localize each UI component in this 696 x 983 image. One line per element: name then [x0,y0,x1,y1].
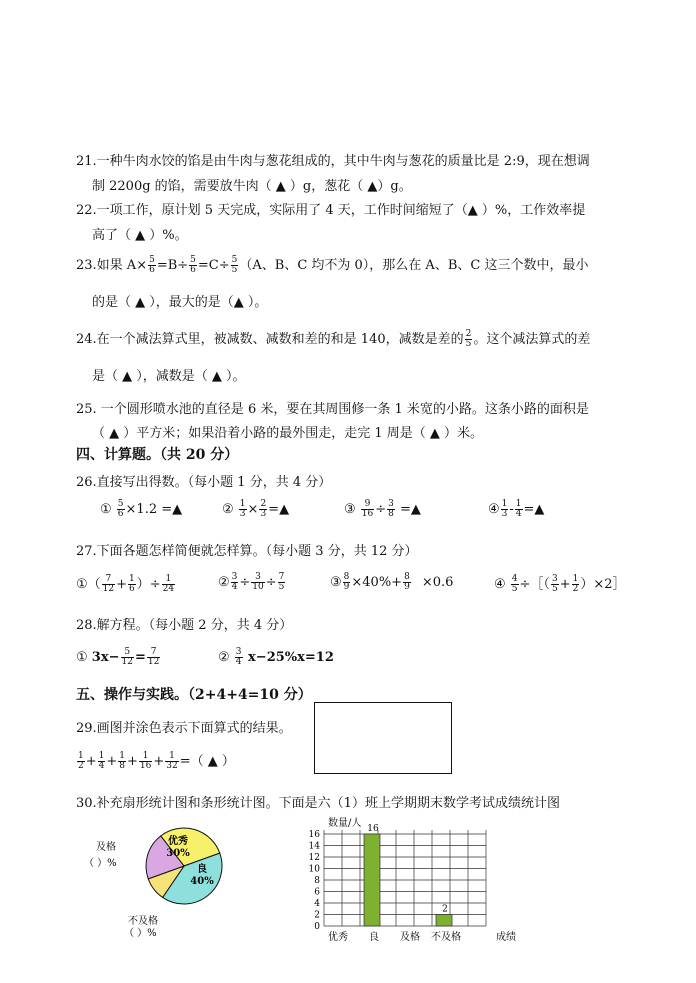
q23-frac3: $\frac{5}{5}$ [231,255,238,275]
q23-mid1: =B÷ [156,258,189,273]
q26-title: 26.直接写出得数。（每小题 1 分，共 4 分） [76,475,332,490]
q25-line1: 25. 一个圆形喷水池的直径是 6 米，要在其周围修一条 1 米宽的小路。这条小路的面积是 [76,402,589,417]
q24-line2: 是（ ▲ ），减数是（ ▲ ）。 [92,369,246,384]
y-tick-label: 2 [314,910,320,921]
section-4-heading: 四、计算题。（共 20 分） [76,447,239,463]
section-5-heading: 五、操作与实践。（2+4+4=10 分） [76,687,312,703]
pie-value: 40% [190,876,214,887]
y-tick-label: 4 [314,899,320,909]
y-axis-label: 数量/人 [328,818,362,829]
q24-line1 [76,328,590,349]
q26-c: ③ $\frac{9}{16}$ ÷ $\frac{3}{8}$ =▲ [344,499,421,519]
q26-d: ④ $\frac{1}{3}$ - $\frac{1}{4}$ =▲ [488,499,545,519]
x-tick-label: 及格 [400,932,420,943]
bar [436,915,452,927]
x-tick-label: 优秀 [328,932,348,943]
q27-c: ③ $\frac{8}{9}$ ×40%+ $\frac{8}{9}$ ×0.6 [330,572,454,592]
bar [364,834,380,926]
q28-title: 28.解方程。（每小题 2 分，共 4 分） [76,618,293,633]
q25-line2: （ ▲ ）平方米；如果沿着小路的最外围走，走完 1 周是（ ▲ ）米。 [92,426,484,441]
y-tick-label: 10 [308,864,320,875]
q27-a: ①（ $\frac{7}{12}$ + $\frac{1}{6}$ ）÷ $\frac{1}{24}$ [76,574,175,594]
y-tick-label: 12 [308,853,320,863]
pie-label: 优秀 [168,836,188,847]
q26-b: ② $\frac{1}{3}$ × $\frac{2}{3}$ =▲ [222,499,290,519]
q24-frac: $\frac{2}{5}$ [465,329,472,349]
pie-label: 良 [197,864,207,875]
pie-value: （ ）% [124,928,157,939]
pie-label: 及格 [96,842,116,853]
q22-line1: 22.一项工作，原计划 5 天完成，实际用了 4 天，工作时间缩短了（▲ ）%，工作效率提 [76,203,586,218]
x-tick-label: 不及格 [431,932,461,943]
q22-line2: 高了（ ▲ ）%。 [92,228,188,243]
q27-d: ④ $\frac{4}{5}$ ÷［（ $\frac{3}{5}$ + $\frac{1}{2}$ ）×2］ [494,574,626,594]
x-tick-label: 良 [369,932,379,943]
q23-mid2: =C÷ [197,258,230,273]
x-axis-label: 成绩 [496,932,516,943]
q27-b: ② $\frac{3}{4}$ ÷ $\frac{3}{10}$ ÷ $\frac{7}{5}$ [218,572,285,592]
q27-title: 27.下面各题怎样简便就怎样算。（每小题 3 分，共 12 分） [76,544,418,559]
q26-a: ① $\frac{5}{6}$ ×1.2 =▲ [100,499,183,519]
pie-value: （ ）% [84,858,117,869]
q23-suffix: （A、B、C 均不为 0），那么在 A、B、C 这三个数中，最小 [239,258,589,273]
q28-b: ② $\frac{3}{4}$ x−25%x=12 [218,647,334,667]
y-tick-label: 0 [314,922,320,932]
q29-title: 29.画图并涂色表示下面算式的结果。 [76,721,292,736]
q24-prefix: 24.在一个减法算式里，被减数、减数和差的和是 140，减数是差的 [76,332,464,347]
y-tick-label: 14 [308,841,320,852]
q24-suffix: 。这个减法算式的差 [473,332,591,347]
q23-frac1: $\frac{5}{6}$ [149,255,155,275]
y-tick-label: 8 [314,876,320,886]
q29-expression: $\frac{1}{2}$ + $\frac{1}{4}$ + $\frac{1}{8}$ + $\frac{1}{16}$ + $\frac{1}{32}$ =（ ▲ ） [78,751,235,771]
data-label: 16 [367,824,379,834]
pie-value: 30% [166,848,190,859]
q23-prefix: 23.如果 A× [76,258,148,273]
pie-chart [80,816,260,940]
q29-drawing-box[interactable] [314,702,452,774]
y-tick-label: 16 [308,830,320,840]
pie-label: 不及格 [128,916,158,927]
q23-frac2: $\frac{5}{6}$ [190,255,196,275]
q28-a: ① 3x− $\frac{5}{12}$ = $\frac{7}{12}$ [76,647,160,667]
bar-chart [296,814,536,946]
q21-line2: 制 2200g 的馅，需要放牛肉（ ▲ ）g，葱花（ ▲）g。 [92,179,412,194]
q23-line2: 的是（ ▲ ），最大的是（▲ ）。 [92,295,268,310]
y-tick-label: 6 [314,887,320,898]
q21-line1: 21.一种牛肉水饺的馅是由牛肉与葱花组成的，其中牛肉与葱花的质量比是 2:9，现在想调 [76,154,590,169]
q23-line1 [76,254,588,275]
q30-title: 30.补充扇形统计图和条形统计图。下面是六（1）班上学期期末数学考试成绩统计图 [76,796,560,811]
data-label: 2 [442,904,448,915]
